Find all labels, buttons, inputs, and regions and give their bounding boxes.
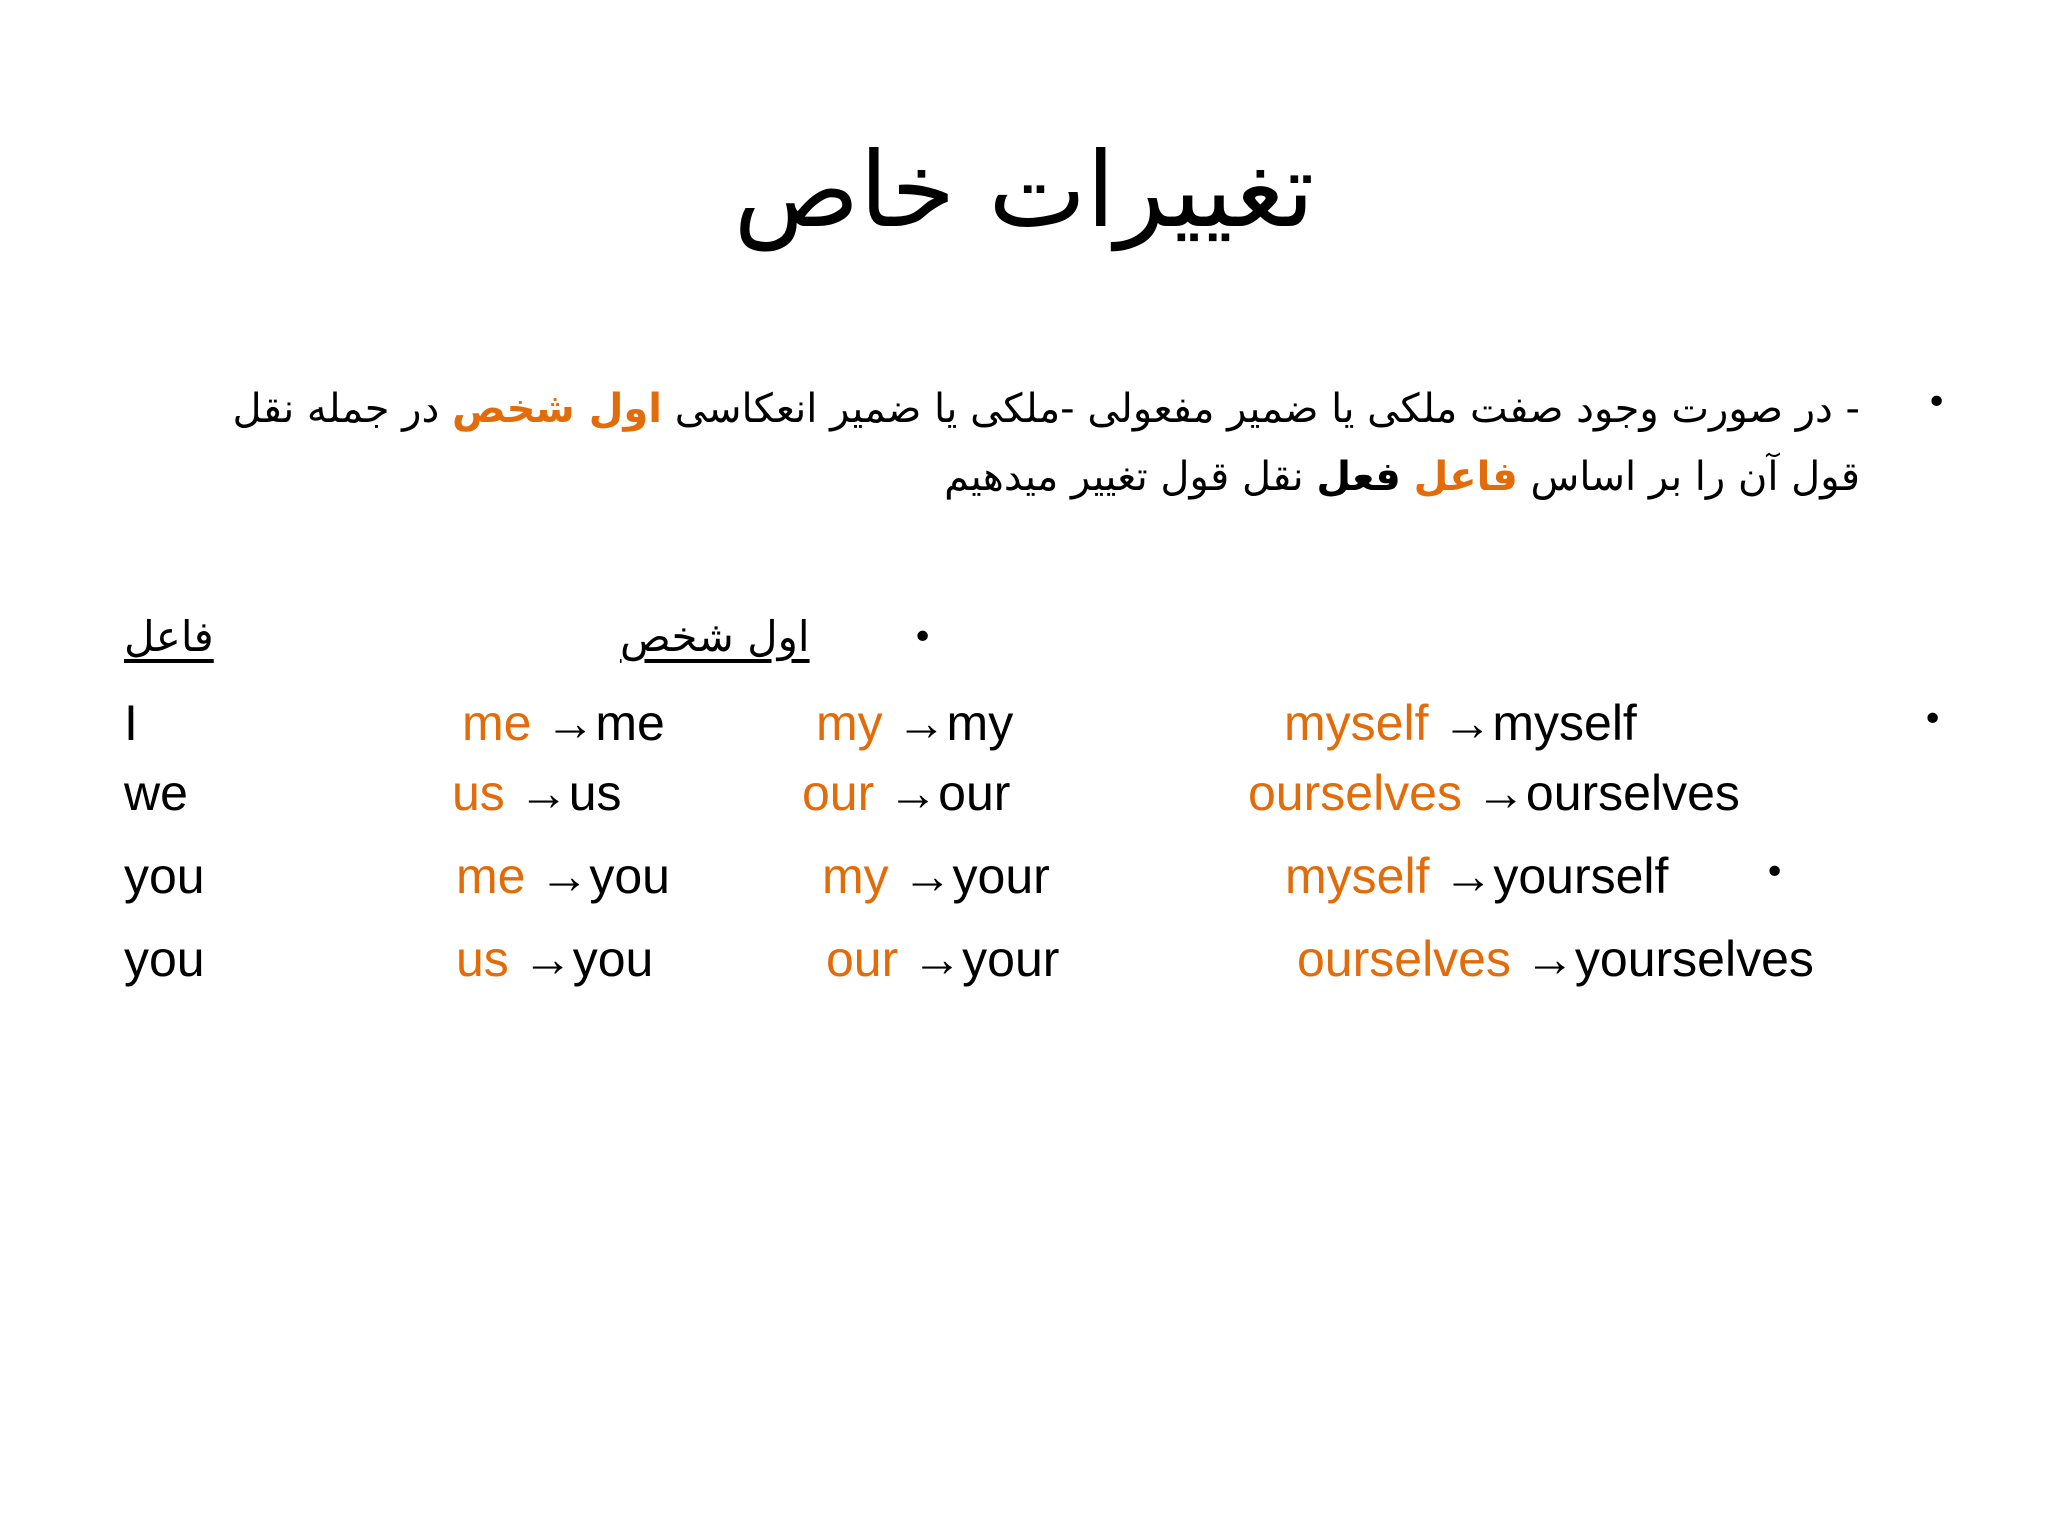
possessive-cell-to: my — [946, 695, 1014, 751]
possessive-cell-to: your — [962, 931, 1060, 987]
reflexive-cell — [1248, 765, 1740, 821]
object-pronoun-cell-to: you — [572, 931, 654, 987]
reflexive-cell-from: myself — [1285, 848, 1444, 904]
possessive-cell-to: your — [952, 848, 1050, 904]
reflexive-cell-from: ourselves — [1248, 765, 1476, 821]
subject-header: فاعل — [124, 612, 214, 661]
possessive-cell — [816, 695, 1014, 751]
subject-cell: you — [124, 848, 205, 904]
object-pronoun-cell-from: me — [456, 848, 540, 904]
object-pronoun-cell-arrow: → — [522, 931, 573, 987]
paragraph-run-highlight: اول شخص — [452, 386, 662, 432]
object-pronoun-cell-arrow: → — [539, 848, 590, 904]
reflexive-cell-to: yourself — [1493, 848, 1669, 904]
object-pronoun-cell — [456, 848, 670, 904]
reflexive-cell-to: myself — [1492, 695, 1637, 751]
possessive-cell-arrow: → — [912, 931, 963, 987]
header-bullet: • — [912, 617, 934, 658]
reflexive-cell-arrow: → — [1524, 931, 1575, 987]
possessive-cell-to: our — [938, 765, 1011, 821]
reflexive-cell-to: yourselves — [1574, 931, 1814, 987]
object-pronoun-cell-to: me — [595, 695, 665, 751]
slide-title: تغییرات خاص — [733, 129, 1315, 251]
paragraph-run-normal: - در صورت وجود صفت ملکی یا ضمیر مفعولی -ملکی یا ضمیر انعکاسی — [661, 386, 1860, 432]
reflexive-cell-from: ourselves — [1297, 931, 1525, 987]
object-pronoun-cell — [452, 765, 622, 821]
possessive-cell-from: my — [816, 695, 897, 751]
reflexive-cell-arrow: → — [1443, 848, 1494, 904]
reflexive-cell-from: myself — [1284, 695, 1443, 751]
rows-bullet: • — [1922, 699, 1944, 740]
paragraph-run-normal: در جمله نقل قول آن را بر اساس — [232, 386, 1860, 500]
paragraph-run-highlight: فاعل — [1413, 454, 1518, 500]
subject-cell: we — [124, 765, 188, 821]
object-pronoun-cell — [456, 931, 654, 987]
paragraph-run-bold: فعل — [1316, 454, 1401, 500]
object-pronoun-cell-arrow: → — [545, 695, 596, 751]
paragraph-run-normal — [1401, 454, 1414, 500]
object-pronoun-cell-from: us — [452, 765, 519, 821]
object-pronoun-cell-to: you — [589, 848, 670, 904]
reflexive-cell-to: ourselves — [1525, 765, 1740, 821]
reflexive-cell — [1285, 848, 1669, 904]
object-pronoun-cell-to: us — [568, 765, 622, 821]
subject-cell: I — [124, 695, 138, 751]
possessive-cell-arrow: → — [902, 848, 953, 904]
third-row-bullet: • — [1764, 852, 1786, 893]
possessive-cell-from: our — [802, 765, 889, 821]
reflexive-cell — [1284, 695, 1637, 751]
object-pronoun-cell — [462, 695, 665, 751]
reflexive-cell-arrow: → — [1475, 765, 1526, 821]
possessive-cell-arrow: → — [888, 765, 939, 821]
intro-paragraph — [170, 375, 1860, 511]
reflexive-cell-arrow: → — [1442, 695, 1493, 751]
reflexive-cell — [1297, 931, 1814, 987]
possessive-cell — [826, 931, 1060, 987]
possessive-cell-arrow: → — [896, 695, 947, 751]
paragraph-run-normal: نقل قول تغییر میدهیم — [944, 454, 1317, 500]
possessive-cell-from: our — [826, 931, 913, 987]
subject-cell: you — [124, 931, 205, 987]
paragraph-bullet: • — [1926, 382, 1948, 423]
possessive-cell — [822, 848, 1050, 904]
possessive-cell — [802, 765, 1011, 821]
object-pronoun-cell-arrow: → — [518, 765, 569, 821]
first-person-header: اول شخص — [620, 612, 810, 661]
possessive-cell-from: my — [822, 848, 903, 904]
object-pronoun-cell-from: us — [456, 931, 523, 987]
object-pronoun-cell-from: me — [462, 695, 546, 751]
